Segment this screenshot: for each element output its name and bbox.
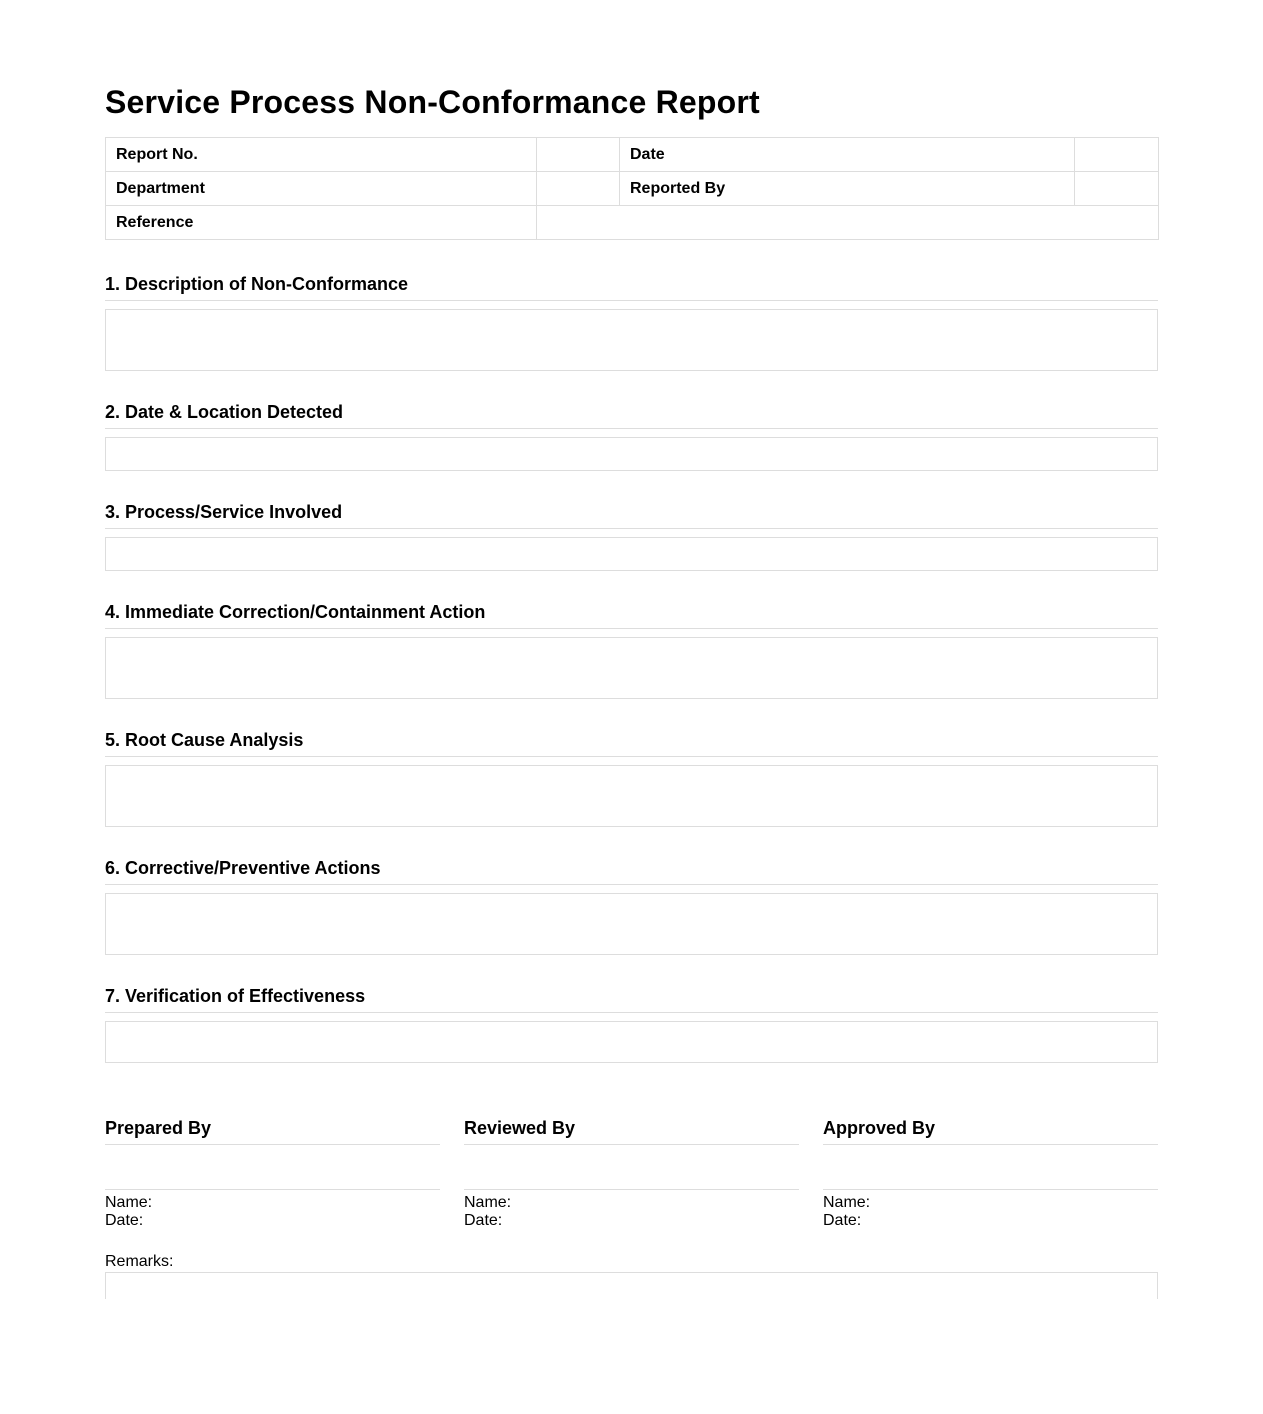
immediate-correction-field[interactable] (105, 637, 1158, 699)
section-root-cause (105, 729, 1158, 827)
date-label: Date (620, 138, 1075, 172)
section-heading: 3. Process/Service Involved (105, 501, 1158, 529)
report-no-field[interactable] (537, 138, 620, 172)
section-date-location (105, 401, 1158, 471)
section-heading: 2. Date & Location Detected (105, 401, 1158, 429)
signature-line[interactable] (464, 1145, 799, 1190)
section-process-service (105, 501, 1158, 571)
date-label: Date: (105, 1212, 144, 1229)
signature-meta (464, 1194, 799, 1230)
description-field[interactable] (105, 309, 1158, 371)
signature-heading: Prepared By (105, 1117, 440, 1145)
signature-heading: Reviewed By (464, 1117, 799, 1145)
table-row (106, 138, 1159, 172)
date-field[interactable] (1075, 138, 1159, 172)
section-heading: 4. Immediate Correction/Containment Action (105, 601, 1158, 629)
signature-approved-by (823, 1117, 1158, 1230)
section-heading: 5. Root Cause Analysis (105, 729, 1158, 757)
section-description (105, 273, 1158, 371)
root-cause-field[interactable] (105, 765, 1158, 827)
report-no-label: Report No. (106, 138, 537, 172)
date-location-field[interactable] (105, 437, 1158, 471)
signature-reviewed-by (464, 1117, 799, 1230)
section-heading: 7. Verification of Effectiveness (105, 985, 1158, 1013)
reference-field[interactable] (537, 206, 1159, 240)
corrective-preventive-field[interactable] (105, 893, 1158, 955)
process-service-field[interactable] (105, 537, 1158, 571)
signature-line[interactable] (823, 1145, 1158, 1190)
section-verification (105, 985, 1158, 1063)
remarks-label: Remarks: (105, 1253, 174, 1270)
table-row (106, 172, 1159, 206)
section-corrective-preventive (105, 857, 1158, 955)
reported-by-field[interactable] (1075, 172, 1159, 206)
signature-meta (105, 1194, 440, 1230)
table-row (106, 206, 1159, 240)
section-heading: 6. Corrective/Preventive Actions (105, 857, 1158, 885)
signature-prepared-by (105, 1117, 440, 1230)
reported-by-label: Reported By (620, 172, 1075, 206)
report-info-table (105, 137, 1159, 240)
signature-heading: Approved By (823, 1117, 1158, 1145)
name-label: Name: (823, 1194, 871, 1211)
page-title: Service Process Non-Conformance Report (105, 84, 760, 120)
date-label: Date: (823, 1212, 862, 1229)
department-field[interactable] (537, 172, 620, 206)
remarks-field[interactable] (105, 1272, 1158, 1299)
signature-meta (823, 1194, 1158, 1230)
section-heading: 1. Description of Non-Conformance (105, 273, 1158, 301)
signature-line[interactable] (105, 1145, 440, 1190)
verification-field[interactable] (105, 1021, 1158, 1063)
name-label: Name: (464, 1194, 512, 1211)
date-label: Date: (464, 1212, 503, 1229)
name-label: Name: (105, 1194, 153, 1211)
department-label: Department (106, 172, 537, 206)
section-immediate-correction (105, 601, 1158, 699)
reference-label: Reference (106, 206, 537, 240)
